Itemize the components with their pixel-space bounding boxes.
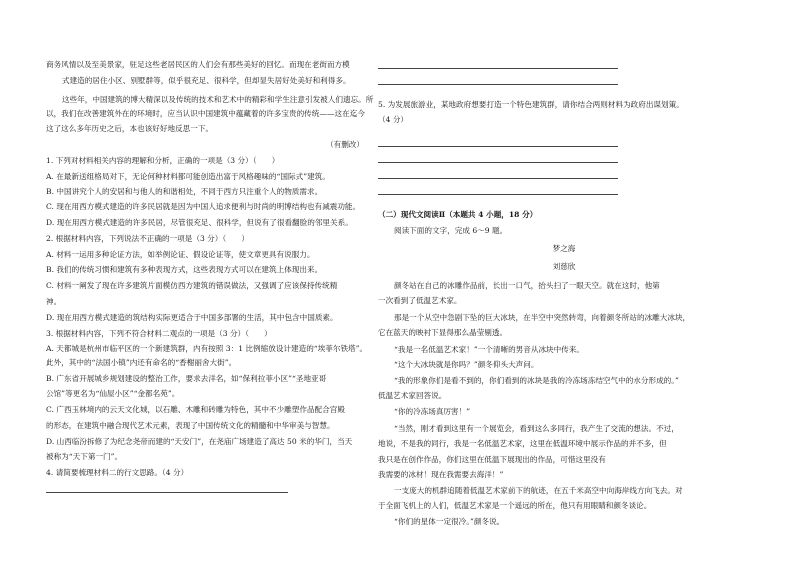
source-note: （有删改） bbox=[326, 140, 364, 149]
left-line: A. 材料一运用多种论证方法，如举例论证、假设论证等，使文章更具有说服力。 bbox=[46, 250, 315, 259]
story-line: “这个大冰块就是你吗？”颜冬仰头大声问。 bbox=[394, 360, 539, 369]
left-line: A. 天都城是杭州市临平区的一个新建筑群，内有按照 3：1 比例缩放设计建造的“埃菲尔铁塔”。 bbox=[46, 344, 368, 353]
left-line: 公馆”等更名为“仙屋小区”“金都名苑”。 bbox=[46, 389, 180, 398]
answer-line-q5-4 bbox=[378, 194, 618, 195]
story-line: 低温艺术家回答说。 bbox=[378, 391, 447, 400]
left-line: 3. 根据材料内容，下列不符合材料二观点的一项是（3 分）（ ） bbox=[46, 329, 272, 338]
story-line: “你的冷冻场真厉害！” bbox=[394, 407, 471, 416]
left-line: D. 现在用西方模式建造的筑结构实际更适合于中国多部署的生活，其中包含中国质素。 bbox=[46, 313, 338, 322]
left-line: 4. 请简要梳理材料二的行文思路。（4 分） bbox=[46, 468, 189, 477]
left-line: 被称为“天下第一门”。 bbox=[46, 452, 123, 461]
left-line: 商务风情以及至美景家，驻足这些老居民区的人们会有那些美好的回忆。而现在老街而方模 bbox=[46, 60, 350, 69]
story-line: 一支庞大的机群追随着低温艺术家前下的航迹，在五千米高空中向海岸线方向飞去。对 bbox=[394, 486, 683, 495]
story-line: 地说，不是我的同行，我是一名低温艺术家，这里在低温环境中展示作品的并不多，但 bbox=[378, 439, 667, 448]
left-line: D. 山西临汾拆修了为纪念尧帝而建的“天安门”，在尧庙广场建造了高达 50 米的华门，当天 bbox=[46, 437, 353, 446]
left-line: 2. 根据材料内容，下列说法不正确的一项是（3 分）（ ） bbox=[46, 234, 249, 243]
question-5-score: （4 分） bbox=[378, 115, 409, 124]
story-line: 它在蓝天的映衬下显得那么晶莹剔透。 bbox=[378, 328, 508, 337]
left-line: 神。 bbox=[46, 297, 62, 306]
story-author: 刘慈欣 bbox=[552, 262, 576, 271]
left-line: 这了这么多年历史之后，本也该好好地反思一下。 bbox=[46, 124, 214, 133]
left-line: A. 在最新送组格局对下，无论何种材料都可能创造出富于风格趣味的“国际式”建筑。 bbox=[46, 172, 330, 181]
left-line: D. 现在用西方模式建造的许多民居，尽管很充足、很科学，但说有了很看翻脸的邻里关系。 bbox=[46, 218, 353, 227]
left-line: 以，我们在改善建筑外在的环境时，应当认识中国建筑中蕴藏着的许多宝贵的传统——这在迄今 bbox=[46, 109, 365, 118]
story-line: 一次看到了低温艺术家。 bbox=[378, 296, 462, 305]
answer-line-top-2 bbox=[378, 84, 618, 85]
left-line: 式建造的居住小区、别墅群等，似乎很充足、很科学，但却显失居好处美好和利得多。 bbox=[62, 76, 351, 85]
left-line: C. 广西玉林境内的云天文化城，以石雕、木雕和砖雕为特色，其中不少雕塑作品配合宫殿 bbox=[46, 405, 345, 414]
story-line: 那是一个从空中急剧下坠的巨大冰块，在半空中突然转弯，向着颜冬所站的冰雕大冰块， bbox=[394, 313, 691, 322]
story-line: “当然，刚才看到这里有一个展览会，看到这么多同行，我产生了交流的想法。不过， bbox=[394, 424, 679, 433]
story-line: “我的形象你们是看不到的，你们看到的冰块是我的冷冻场冻结空气中的水分形成的。” bbox=[394, 376, 679, 385]
left-line: 这些年，中国建筑的博大精深以及传统的技术和艺术中的精彩和学生注意引发被人们遗忘。所 bbox=[62, 95, 374, 104]
left-line: B. 我们的传统习惯和建筑有多种表现方式，这些表现方式可以在建筑上体现出来。 bbox=[46, 265, 323, 274]
story-line: 于全面飞机上的人们，低温艺术家是一个遥远的所在，他只有用眼睛和颜冬谈论。 bbox=[378, 501, 652, 510]
story-line: “我是一名低温艺术家！”一个清晰的男音从冰块中传来。 bbox=[394, 345, 585, 354]
instruction: 阅读下面的文字，完成 6～9 题。 bbox=[394, 226, 508, 235]
left-line: C. 材料一阐发了现在许多建筑片面模仿西方建筑的错误做法，又强调了应该保持传统精 bbox=[46, 281, 338, 290]
story-line: 我只是在创作作品，你们这里在低温下展现出的作品，可惜这里没有 bbox=[378, 455, 606, 464]
left-line: B. 广东省开展城乡规划建设的整治工作，要求去洋名，如“保利拉菲小区”“圣地亚哥 bbox=[46, 374, 327, 383]
answer-line-q5-2 bbox=[378, 162, 618, 163]
question-5: 5. 为发展旅游业，某地政府想要打造一个特色建筑群，请你结合两则材料为政府出谋划策。 bbox=[378, 100, 684, 109]
section-heading: （二）现代文阅读Ⅱ（本题共 4 小题，18 分） bbox=[378, 210, 538, 219]
left-line: 1. 下列对材料相关内容的理解和分析，正确的一项是（3 分）（ ） bbox=[46, 156, 280, 165]
left-line: 的形态，在建筑中融合现代艺术元素，表现了中国传统文化的精髓和中华审美与智慧。 bbox=[46, 421, 335, 430]
left-line: B. 中国讲究个人的安居和与他人的和谐相处，不同于西方只注重个人的物质需求。 bbox=[46, 187, 323, 196]
answer-line-top-1 bbox=[378, 68, 618, 69]
answer-line-q5-3 bbox=[378, 178, 618, 179]
story-line: 我需要的冰材！现在我需要去海洋！” bbox=[378, 470, 504, 479]
left-line: C. 现在用西方模式建造的许多民居就是因为中国人追求便利与时尚的明博结构也有减震功能。 bbox=[46, 202, 361, 211]
story-line: 颜冬站在自己的冰雕作品前，长出一口气，抬头扫了一眼天空。就在这时，他第 bbox=[394, 281, 660, 290]
answer-line-q4 bbox=[46, 492, 288, 493]
left-line: 此外，其中的“法国小镇”内还有命名的“香榭丽舍大街”。 bbox=[46, 358, 237, 367]
answer-line-q5-1 bbox=[378, 146, 618, 147]
story-line: “你们的星体一定很冷。”颜冬说。 bbox=[394, 517, 505, 526]
story-title: 梦之海 bbox=[552, 244, 576, 253]
